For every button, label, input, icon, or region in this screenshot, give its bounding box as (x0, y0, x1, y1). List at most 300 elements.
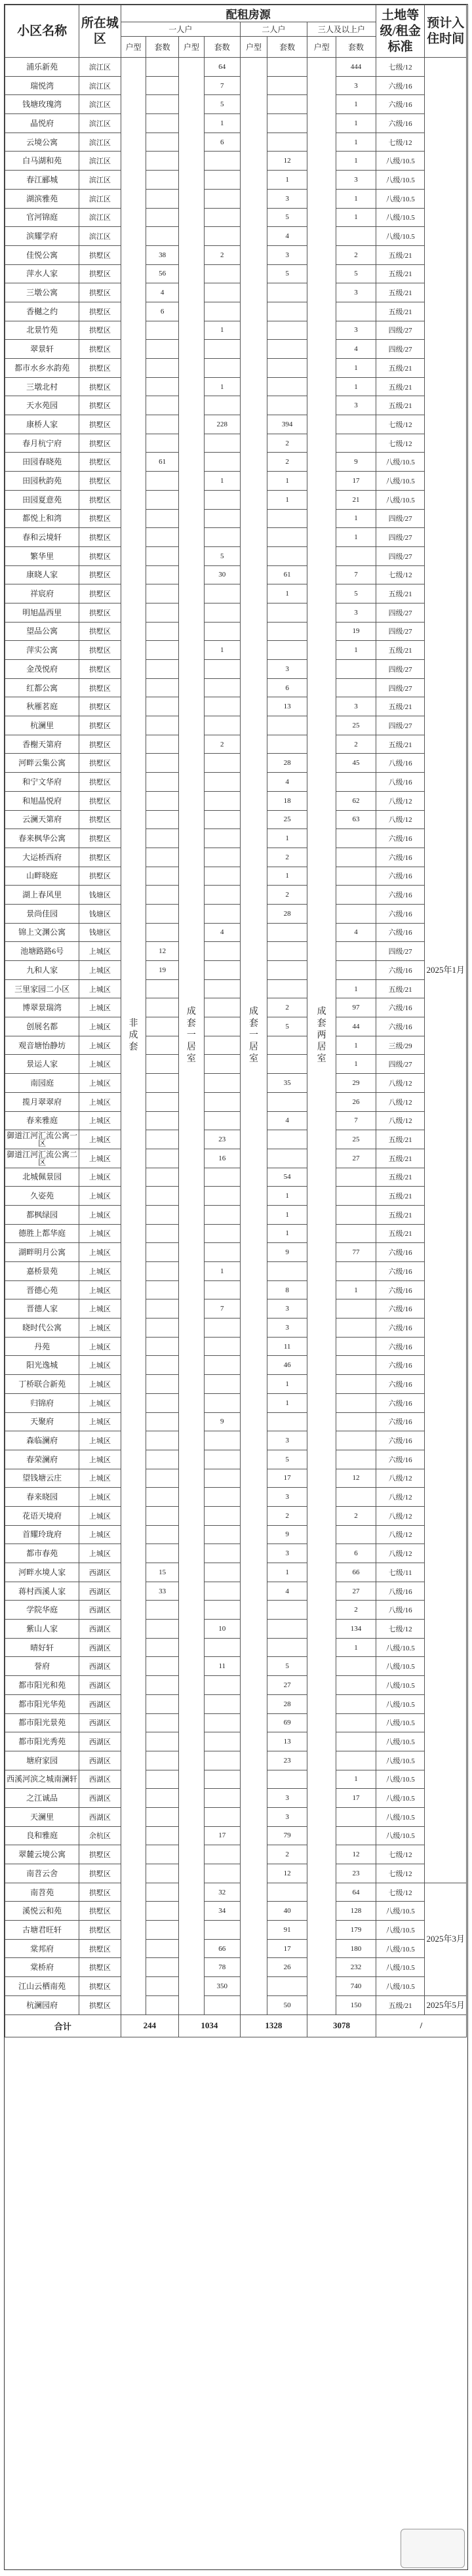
row-district: 滨江区 (79, 76, 121, 95)
row-three-plus-count (336, 1713, 376, 1732)
row-land-use: 八级/12 (376, 1111, 425, 1130)
row-land-use: 八级/10.5 (376, 208, 425, 227)
row-three-plus-count (336, 1657, 376, 1676)
row-one-person-count (146, 1074, 179, 1093)
row-land-use: 八级/12 (376, 1544, 425, 1563)
row-three-plus-count: 44 (336, 1017, 376, 1036)
row-land-use: 八级/10.5 (376, 1676, 425, 1695)
row-name: 祥宸府 (5, 584, 79, 603)
table-row (5, 1770, 467, 1789)
row-district: 拱墅区 (79, 1977, 121, 1996)
row-land-use: 五级/21 (376, 377, 425, 396)
row-three-plus-count (336, 1262, 376, 1281)
table-row (5, 227, 467, 246)
table-row (5, 1450, 467, 1469)
table-row (5, 1262, 467, 1281)
row-district: 拱墅区 (79, 660, 121, 679)
row-one-person-suite-count (204, 264, 240, 283)
row-name: 三里家园二小区 (5, 979, 79, 998)
row-one-person-count (146, 1732, 179, 1751)
row-three-plus-count: 12 (336, 1469, 376, 1488)
table-row (5, 546, 467, 565)
row-three-plus-count (336, 1337, 376, 1356)
row-one-person-count (146, 189, 179, 208)
row-district: 拱墅区 (79, 396, 121, 415)
row-land-use: 五级/21 (376, 584, 425, 603)
row-two-person-count: 9 (267, 1243, 307, 1262)
row-two-person-count: 13 (267, 1732, 307, 1751)
row-one-person-count (146, 678, 179, 697)
row-land-use: 八级/12 (376, 1092, 425, 1111)
row-district: 上城区 (79, 1017, 121, 1036)
row-one-person-count (146, 415, 179, 434)
row-district: 拱墅区 (79, 716, 121, 735)
row-district: 上城区 (79, 961, 121, 980)
header-count: 套数 (146, 37, 179, 58)
row-three-plus-count: 150 (336, 1995, 376, 2014)
row-name: 嘉桥景苑 (5, 1262, 79, 1281)
row-one-person-suite-count (204, 227, 240, 246)
row-three-plus-count: 1 (336, 1280, 376, 1299)
row-name: 创展名都 (5, 1017, 79, 1036)
row-land-use: 七级/12 (376, 434, 425, 453)
row-name: 佳悦公寓 (5, 245, 79, 264)
three-plus-type-char: 室 (317, 1054, 326, 1065)
table-row (5, 1883, 467, 1902)
row-one-person-suite-count (204, 1751, 240, 1770)
row-one-person-count (146, 1488, 179, 1507)
row-name: 景运人家 (5, 1055, 79, 1074)
row-one-person-count (146, 1939, 179, 1958)
row-district: 西湖区 (79, 1807, 121, 1826)
row-three-plus-count: 1 (336, 133, 376, 152)
row-two-person-count (267, 302, 307, 321)
row-two-person-count (267, 1149, 307, 1168)
row-land-use: 八级/16 (376, 1582, 425, 1601)
row-two-person-count: 26 (267, 1958, 307, 1977)
row-district: 拱墅区 (79, 1921, 121, 1940)
row-two-person-count: 5 (267, 208, 307, 227)
row-two-person-count: 3 (267, 1488, 307, 1507)
row-name: 良和雅庭 (5, 1826, 79, 1845)
row-two-person-count: 1 (267, 490, 307, 509)
row-three-plus-count (336, 1488, 376, 1507)
table-row (5, 829, 467, 848)
row-two-person-count (267, 321, 307, 340)
row-name: 学院华庭 (5, 1601, 79, 1620)
row-name: 明旭晶西里 (5, 603, 79, 622)
row-name: 揽月翠翠府 (5, 1092, 79, 1111)
row-one-person-suite-count (204, 340, 240, 359)
row-one-person-suite-count: 11 (204, 1657, 240, 1676)
row-two-person-count (267, 95, 307, 114)
row-district: 拱墅区 (79, 641, 121, 660)
row-one-person-count (146, 1977, 179, 1996)
row-land-use: 五级/21 (376, 641, 425, 660)
row-one-person-suite-count (204, 942, 240, 961)
row-one-person-suite-count (204, 791, 240, 810)
row-land-use: 八级/10.5 (376, 1958, 425, 1977)
table-row (5, 791, 467, 810)
row-land-use: 七级/12 (376, 1864, 425, 1883)
row-land-use: 六级/16 (376, 829, 425, 848)
row-district: 上城区 (79, 1375, 121, 1394)
row-one-person-suite-count (204, 867, 240, 886)
row-one-person-count (146, 1168, 179, 1187)
row-two-person-count: 50 (267, 1995, 307, 2014)
row-name: 春来雅庭 (5, 1111, 79, 1130)
row-three-plus-count: 5 (336, 584, 376, 603)
row-one-person-suite-count (204, 848, 240, 867)
row-district: 拱墅区 (79, 1939, 121, 1958)
expected-date-group: 2025年1月 (425, 58, 467, 1883)
row-district: 上城区 (79, 1319, 121, 1338)
row-three-plus-count (336, 829, 376, 848)
row-name: 望钱塘云庄 (5, 1469, 79, 1488)
row-name: 都枫绿园 (5, 1205, 79, 1224)
row-district: 滨江区 (79, 95, 121, 114)
row-one-person-suite-count (204, 1525, 240, 1544)
table-row (5, 1017, 467, 1036)
row-two-person-count: 1 (267, 1205, 307, 1224)
row-one-person-suite-count: 23 (204, 1130, 240, 1149)
row-two-person-count (267, 133, 307, 152)
row-district: 上城区 (79, 1224, 121, 1243)
row-district: 拱墅区 (79, 546, 121, 565)
table-row (5, 1694, 467, 1713)
row-name: 归锦府 (5, 1393, 79, 1412)
row-land-use: 四级/27 (376, 546, 425, 565)
row-three-plus-count (336, 942, 376, 961)
totals-one-person-suite: 1034 (179, 2014, 241, 2037)
row-district: 拱墅区 (79, 754, 121, 773)
row-land-use: 四级/27 (376, 716, 425, 735)
row-one-person-suite-count (204, 979, 240, 998)
row-land-use: 五级/21 (376, 1149, 425, 1168)
table-row (5, 961, 467, 980)
row-name: 湖畔明月公寓 (5, 1243, 79, 1262)
row-two-person-count: 2 (267, 848, 307, 867)
row-one-person-count (146, 1958, 179, 1977)
row-name: 南园庭 (5, 1074, 79, 1093)
row-district: 上城区 (79, 979, 121, 998)
row-one-person-suite-count: 9 (204, 1412, 240, 1431)
row-three-plus-count (336, 1393, 376, 1412)
row-name: 御道江河汇流公寓一区 (5, 1130, 79, 1149)
row-one-person-suite-count (204, 1488, 240, 1507)
row-three-plus-count: 740 (336, 1977, 376, 1996)
row-land-use: 八级/10.5 (376, 1789, 425, 1808)
row-two-person-count: 5 (267, 1450, 307, 1469)
row-one-person-count (146, 697, 179, 716)
table-row (5, 660, 467, 679)
row-district: 滨江区 (79, 152, 121, 171)
row-three-plus-count: 1 (336, 528, 376, 547)
row-two-person-count: 2 (267, 998, 307, 1017)
row-one-person-suite-count (204, 490, 240, 509)
row-one-person-count (146, 1638, 179, 1657)
row-one-person-suite-count (204, 509, 240, 528)
row-one-person-count (146, 1224, 179, 1243)
row-one-person-count (146, 1506, 179, 1525)
row-one-person-suite-count: 1 (204, 472, 240, 491)
row-district: 西湖区 (79, 1563, 121, 1582)
table-row (5, 434, 467, 453)
row-one-person-count: 12 (146, 942, 179, 961)
row-land-use: 八级/10.5 (376, 1713, 425, 1732)
row-district: 上城区 (79, 1337, 121, 1356)
row-one-person-suite-count (204, 453, 240, 472)
row-district: 拱墅区 (79, 415, 121, 434)
row-two-person-count (267, 1601, 307, 1620)
row-name: 溪悦云和苑 (5, 1902, 79, 1921)
row-name: 红都公寓 (5, 678, 79, 697)
row-three-plus-count: 21 (336, 490, 376, 509)
row-name: 蒋村西溪人家 (5, 1582, 79, 1601)
row-district: 西湖区 (79, 1657, 121, 1676)
row-name: 萍实公寓 (5, 641, 79, 660)
table-row (5, 1713, 467, 1732)
row-two-person-count (267, 340, 307, 359)
row-land-use: 六级/16 (376, 1299, 425, 1319)
row-land-use: 六级/16 (376, 1375, 425, 1394)
row-one-person-count (146, 622, 179, 641)
row-two-person-count: 9 (267, 1525, 307, 1544)
row-name: 天澜里 (5, 1807, 79, 1826)
row-land-use: 八级/12 (376, 1488, 425, 1507)
row-district: 上城区 (79, 1055, 121, 1074)
row-one-person-suite-count: 34 (204, 1902, 240, 1921)
row-one-person-suite-count (204, 189, 240, 208)
table-row (5, 189, 467, 208)
row-three-plus-count: 1 (336, 189, 376, 208)
row-two-person-count: 1 (267, 867, 307, 886)
row-district: 上城区 (79, 1262, 121, 1281)
row-one-person-count (146, 528, 179, 547)
row-one-person-count (146, 133, 179, 152)
row-name: 都市阳光秀苑 (5, 1732, 79, 1751)
row-one-person-suite-count (204, 302, 240, 321)
row-name: 云澜天第府 (5, 810, 79, 829)
row-district: 西湖区 (79, 1676, 121, 1695)
row-two-person-count (267, 76, 307, 95)
row-one-person-count (146, 1864, 179, 1883)
row-district: 滨江区 (79, 114, 121, 133)
two-person-type-char: 室 (249, 1054, 259, 1065)
row-three-plus-count: 1 (336, 509, 376, 528)
table-row (5, 603, 467, 622)
row-land-use: 五级/21 (376, 1187, 425, 1206)
row-two-person-count (267, 546, 307, 565)
row-one-person-count (146, 1299, 179, 1319)
row-two-person-count: 1 (267, 171, 307, 190)
table-row (5, 1055, 467, 1074)
row-name: 春来晓园 (5, 1488, 79, 1507)
table-row (5, 848, 467, 867)
row-three-plus-count (336, 678, 376, 697)
row-three-plus-count: 1 (336, 1638, 376, 1657)
row-one-person-suite-count (204, 1337, 240, 1356)
row-name: 棠桥府 (5, 1958, 79, 1977)
row-one-person-count (146, 76, 179, 95)
row-name: 河畔水境人家 (5, 1563, 79, 1582)
row-three-plus-count: 4 (336, 923, 376, 942)
row-land-use: 八级/12 (376, 1074, 425, 1093)
row-land-use: 六级/16 (376, 1431, 425, 1450)
row-district: 拱墅区 (79, 791, 121, 810)
row-land-use: 五级/21 (376, 1168, 425, 1187)
row-land-use: 七级/12 (376, 565, 425, 584)
row-one-person-count (146, 152, 179, 171)
row-one-person-suite-count (204, 1375, 240, 1394)
row-one-person-count (146, 735, 179, 754)
row-one-person-suite-count (204, 1544, 240, 1563)
row-one-person-suite-count (204, 603, 240, 622)
row-one-person-suite-count (204, 208, 240, 227)
row-one-person-count (146, 979, 179, 998)
row-two-person-count: 1 (267, 472, 307, 491)
row-name: 丁桥联合新苑 (5, 1375, 79, 1394)
row-name: 锦上文渊公寓 (5, 923, 79, 942)
row-district: 拱墅区 (79, 735, 121, 754)
row-three-plus-count (336, 546, 376, 565)
one-person-type-char: 套 (128, 1042, 138, 1053)
table-row (5, 1582, 467, 1601)
row-district: 拱墅区 (79, 509, 121, 528)
row-three-plus-count (336, 1224, 376, 1243)
row-name: 天水苑园 (5, 396, 79, 415)
row-three-plus-count (336, 1751, 376, 1770)
header-unit-type: 户型 (179, 37, 205, 58)
row-one-person-count: 19 (146, 961, 179, 980)
row-three-plus-count: 3 (336, 171, 376, 190)
row-land-use: 八级/10.5 (376, 1657, 425, 1676)
row-district: 上城区 (79, 942, 121, 961)
row-one-person-suite-count: 1 (204, 1262, 240, 1281)
row-land-use: 四级/27 (376, 660, 425, 679)
table-row (5, 528, 467, 547)
table-row (5, 1995, 467, 2014)
row-two-person-count (267, 923, 307, 942)
table-row (5, 1488, 467, 1507)
row-one-person-count (146, 867, 179, 886)
row-name: 博翠景瑞湾 (5, 998, 79, 1017)
row-name: 都市阳光景苑 (5, 1713, 79, 1732)
row-three-plus-count (336, 1168, 376, 1187)
row-two-person-count: 23 (267, 1751, 307, 1770)
table-row (5, 565, 467, 584)
row-name: 德胜上都华庭 (5, 1224, 79, 1243)
row-one-person-suite-count (204, 1469, 240, 1488)
row-one-person-count (146, 773, 179, 792)
row-land-use: 五级/21 (376, 302, 425, 321)
row-two-person-count (267, 1092, 307, 1111)
table-row (5, 1864, 467, 1883)
row-one-person-count (146, 1770, 179, 1789)
row-two-person-count: 2 (267, 1845, 307, 1864)
row-name: 花语天境府 (5, 1506, 79, 1525)
row-one-person-suite-count (204, 1393, 240, 1412)
row-one-person-count (146, 359, 179, 378)
row-district: 西湖区 (79, 1620, 121, 1639)
row-two-person-count: 3 (267, 1789, 307, 1808)
two-person-type-char: 套 (249, 1019, 259, 1029)
row-one-person-suite-count (204, 1789, 240, 1808)
row-district: 拱墅区 (79, 359, 121, 378)
row-three-plus-count (336, 848, 376, 867)
row-one-person-suite-count: 6 (204, 133, 240, 152)
row-name: 湖滨雅苑 (5, 189, 79, 208)
row-district: 上城区 (79, 1243, 121, 1262)
row-land-use: 五级/21 (376, 1130, 425, 1149)
row-three-plus-count: 29 (336, 1074, 376, 1093)
row-one-person-suite-count: 4 (204, 923, 240, 942)
totals-three-plus: 3078 (307, 2014, 376, 2037)
one-person-suite-type-char: 一 (186, 1031, 196, 1041)
row-three-plus-count: 66 (336, 1563, 376, 1582)
row-one-person-suite-count: 1 (204, 321, 240, 340)
row-two-person-count: 40 (267, 1902, 307, 1921)
row-three-plus-count: 62 (336, 791, 376, 810)
header-one-person: 一人户 (121, 22, 240, 37)
row-two-person-count: 4 (267, 773, 307, 792)
expected-date-group: 2025年5月 (425, 1995, 467, 2014)
row-three-plus-count: 1 (336, 208, 376, 227)
row-land-use: 五级/21 (376, 396, 425, 415)
row-land-use: 七级/12 (376, 1620, 425, 1639)
table-row (5, 641, 467, 660)
table-row (5, 904, 467, 923)
row-two-person-count: 3 (267, 1319, 307, 1338)
row-district: 滨江区 (79, 58, 121, 77)
row-one-person-count (146, 998, 179, 1017)
table-row (5, 208, 467, 227)
header-name: 小区名称 (5, 5, 79, 58)
table-row (5, 1280, 467, 1299)
row-three-plus-count: 3 (336, 396, 376, 415)
row-name: 和旭晶悦府 (5, 791, 79, 810)
row-district: 滨江区 (79, 208, 121, 227)
row-two-person-count (267, 622, 307, 641)
row-two-person-count: 35 (267, 1074, 307, 1093)
row-name: 御道江河汇流公寓二区 (5, 1149, 79, 1168)
row-one-person-suite-count (204, 584, 240, 603)
table-row (5, 1187, 467, 1206)
row-one-person-count (146, 1393, 179, 1412)
row-three-plus-count (336, 302, 376, 321)
table-row (5, 1601, 467, 1620)
table-row (5, 490, 467, 509)
row-name: 田园秋韵苑 (5, 472, 79, 491)
row-one-person-suite-count (204, 998, 240, 1017)
row-land-use: 六级/16 (376, 1412, 425, 1431)
row-one-person-count (146, 565, 179, 584)
row-three-plus-count (336, 886, 376, 905)
row-two-person-count (267, 735, 307, 754)
table-row (5, 1337, 467, 1356)
table-row (5, 1299, 467, 1319)
row-two-person-count: 3 (267, 1544, 307, 1563)
row-one-person-count (146, 1149, 179, 1168)
row-name: 景尚佳园 (5, 904, 79, 923)
one-person-type-char: 非 (128, 1019, 138, 1029)
table-row (5, 942, 467, 961)
row-three-plus-count: 3 (336, 603, 376, 622)
row-district: 上城区 (79, 1074, 121, 1093)
row-one-person-count (146, 396, 179, 415)
row-three-plus-count: 17 (336, 1789, 376, 1808)
row-land-use: 八级/10.5 (376, 227, 425, 246)
